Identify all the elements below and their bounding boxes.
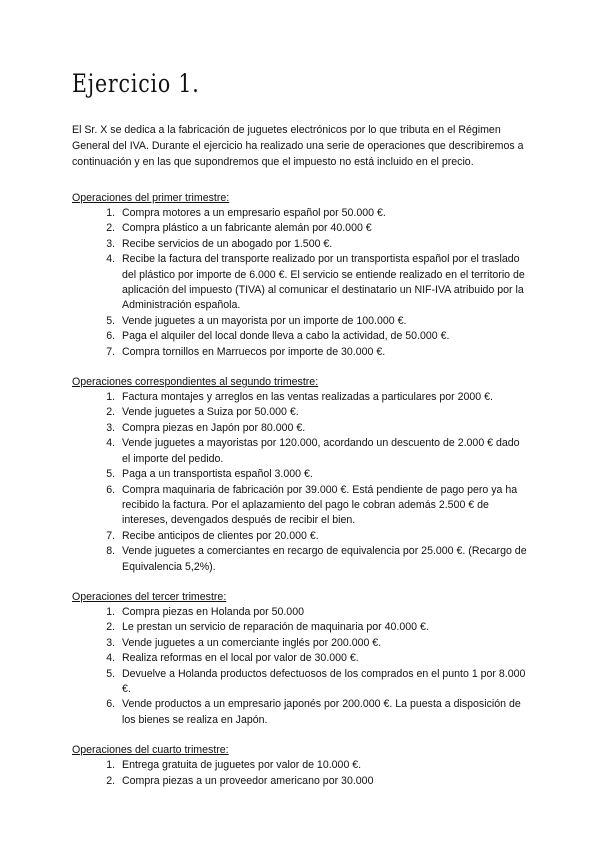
operations-section (72, 742, 530, 789)
section-heading: Operaciones correspondientes al segundo trimestre: (72, 376, 319, 389)
list-item: 1. Compra motores a un empresario español por 50.000 €. (118, 206, 530, 221)
list-item: 5. Paga a un transportista español 3.000 €. (118, 467, 530, 482)
list-item: 5. Devuelve a Holanda productos defectuosos de los comprados en el punto 1 por 8.000 €. (118, 667, 530, 698)
list-item: 5. Vende juguetes a un mayorista por un importe de 100.000 €. (118, 314, 530, 329)
list-item: 3. Recibe servicios de un abogado por 1.500 €. (118, 237, 530, 252)
list-item: 7. Recibe anticipos de clientes por 20.000 €. (118, 529, 530, 544)
section-heading: Operaciones del cuarto trimestre: (72, 744, 229, 757)
list-item: 4. Recibe la factura del transporte realizado por un transportista español por el traslado del plástico por importe de 6.000 €. El servicio se entiende realizado en el territorio de aplicación del impuesto (TIVA) al comunicar el destinatario un NIF-IVA atribuido por la Administración española. (118, 252, 530, 314)
list-item: 4. Realiza reformas en el local por valor de 30.000 €. (118, 651, 530, 666)
operations-list (72, 206, 530, 360)
operations-list (72, 605, 530, 728)
list-item: 8. Vende juguetes a comerciantes en recargo de equivalencia por 25.000 €. (Recargo de Equivalencia 5,2%). (118, 544, 530, 575)
section-heading: Operaciones del primer trimestre: (72, 192, 230, 204)
operations-section (72, 589, 530, 728)
exercise-title: Ejercicio 1. (72, 69, 200, 98)
list-item: 7. Compra tornillos en Marruecos por importe de 30.000 €. (118, 345, 530, 360)
sections-container (72, 190, 530, 789)
list-item: 3. Vende juguetes a un comerciante inglés por 200.000 €. (118, 636, 530, 651)
list-item: 3. Compra piezas en Japón por 80.000 €. (118, 421, 530, 436)
list-item: 2. Compra plástico a un fabricante alemán por 40.000 € (118, 221, 530, 236)
list-item: 2. Le prestan un servicio de reparación de maquinaria por 40.000 €. (118, 620, 530, 635)
operations-section (72, 190, 530, 360)
list-item: 6. Compra maquinaria de fabricación por 39.000 €. Está pendiente de pago pero ya ha recibido la factura. Por el aplazamiento del pago le cobran además 2.500 € de intereses, devengados después de recibir el bien. (118, 483, 530, 529)
operations-list (72, 758, 530, 789)
list-item: 6. Vende productos a un empresario japonés por 200.000 €. La puesta a disposición de los bienes se realiza en Japón. (118, 697, 530, 728)
list-item: 2. Compra piezas a un proveedor americano por 30.000 (118, 774, 530, 789)
list-item: 1. Factura montajes y arreglos en las ventas realizadas a particulares por 2000 €. (118, 390, 530, 405)
section-heading: Operaciones del tercer trimestre: (72, 590, 227, 603)
list-item: 6. Paga el alquiler del local donde lleva a cabo la actividad, de 50.000 €. (118, 329, 530, 344)
list-item: 1. Compra piezas en Holanda por 50.000 (118, 605, 530, 620)
intro-paragraph: El Sr. X se dedica a la fabricación de juguetes electrónicos por lo que tributa en el Régimen General del IVA. Durante el ejercicio ha realizado una serie de operaciones que describiremos a continuación y en las que supondremos que el impuesto no está incluido en el precio. (72, 124, 524, 168)
list-item: 2. Vende juguetes a Suiza por 50.000 €. (118, 405, 530, 420)
operations-section (72, 374, 530, 575)
list-item: 1. Entrega gratuita de juguetes por valor de 10.000 €. (118, 758, 530, 773)
operations-list (72, 390, 530, 575)
list-item: 4. Vende juguetes a mayoristas por 120.000, acordando un descuento de 2.000 € dado el importe del pedido. (118, 436, 530, 467)
